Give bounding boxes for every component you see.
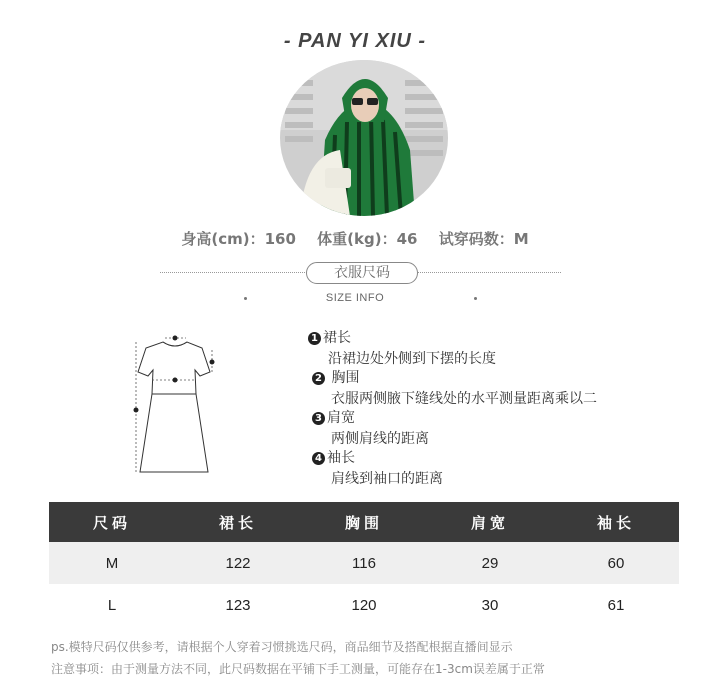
table-cell: 122 (175, 542, 301, 584)
note-measurement: 注意事项：由于测量方法不同，此尺码数据在平铺下手工测量，可能存在1-3cm误差属于正常 (51, 662, 545, 676)
table-cell: 123 (225, 596, 251, 614)
definition-4-desc: 肩线到袖口的距离 (331, 471, 443, 487)
model-weight: 体重(kg)：46 (317, 230, 418, 248)
section-subtitle: SIZE INFO (325, 292, 385, 304)
number-badge-1: 1 (308, 332, 321, 345)
header-sleeve: 袖长 (553, 502, 679, 542)
definition-3-desc: 两侧肩线的距离 (331, 431, 429, 447)
definition-2-title: 2 胸围 (312, 367, 359, 387)
definition-2-desc: 衣服两侧腋下缝线处的水平测量距离乘以二 (331, 391, 597, 407)
definition-4-title: 4 袖长 (312, 447, 355, 467)
definition-1-title: 1 裙长 (308, 327, 351, 347)
decor-dot-right (474, 297, 477, 300)
header-bust: 胸围 (301, 502, 427, 542)
divider-right (416, 272, 561, 273)
number-badge-2: 2 (312, 372, 325, 385)
table-cell: 120 (351, 596, 377, 614)
dress-diagram (130, 332, 220, 482)
table-cell: 29 (427, 542, 553, 584)
table-header-row (49, 502, 679, 542)
model-size: 试穿码数：M (438, 230, 529, 248)
table-cell: 61 (607, 596, 625, 614)
model-info (0, 228, 710, 249)
brand-title: - PAN YI XIU - (283, 30, 427, 52)
table-cell: 60 (553, 542, 679, 584)
table-cell: L (107, 596, 117, 614)
model-photo (280, 60, 448, 216)
note-reference: ps.模特尺码仅供参考，请根据个人穿着习惯挑选尺码，商品细节及搭配根据直播间显示 (51, 640, 513, 654)
table-cell: 30 (481, 596, 499, 614)
size-table (49, 502, 679, 626)
number-badge-4: 4 (312, 452, 325, 465)
decor-dot-left (244, 297, 247, 300)
divider-left (160, 272, 307, 273)
number-badge-3: 3 (312, 412, 325, 425)
table-row (49, 584, 679, 626)
header-size: 尺码 (49, 502, 175, 542)
header-dress-length: 裙长 (175, 502, 301, 542)
definition-1-desc: 沿裙边处外侧到下摆的长度 (328, 351, 496, 367)
table-row (49, 542, 679, 584)
section-title: 衣服尺码 (306, 262, 418, 284)
table-cell: 116 (301, 542, 427, 584)
table-cell: M (49, 542, 175, 584)
definition-3-title: 3 肩宽 (312, 407, 355, 427)
header-shoulder: 肩宽 (427, 502, 553, 542)
model-height: 身高(cm)：160 (181, 230, 296, 248)
